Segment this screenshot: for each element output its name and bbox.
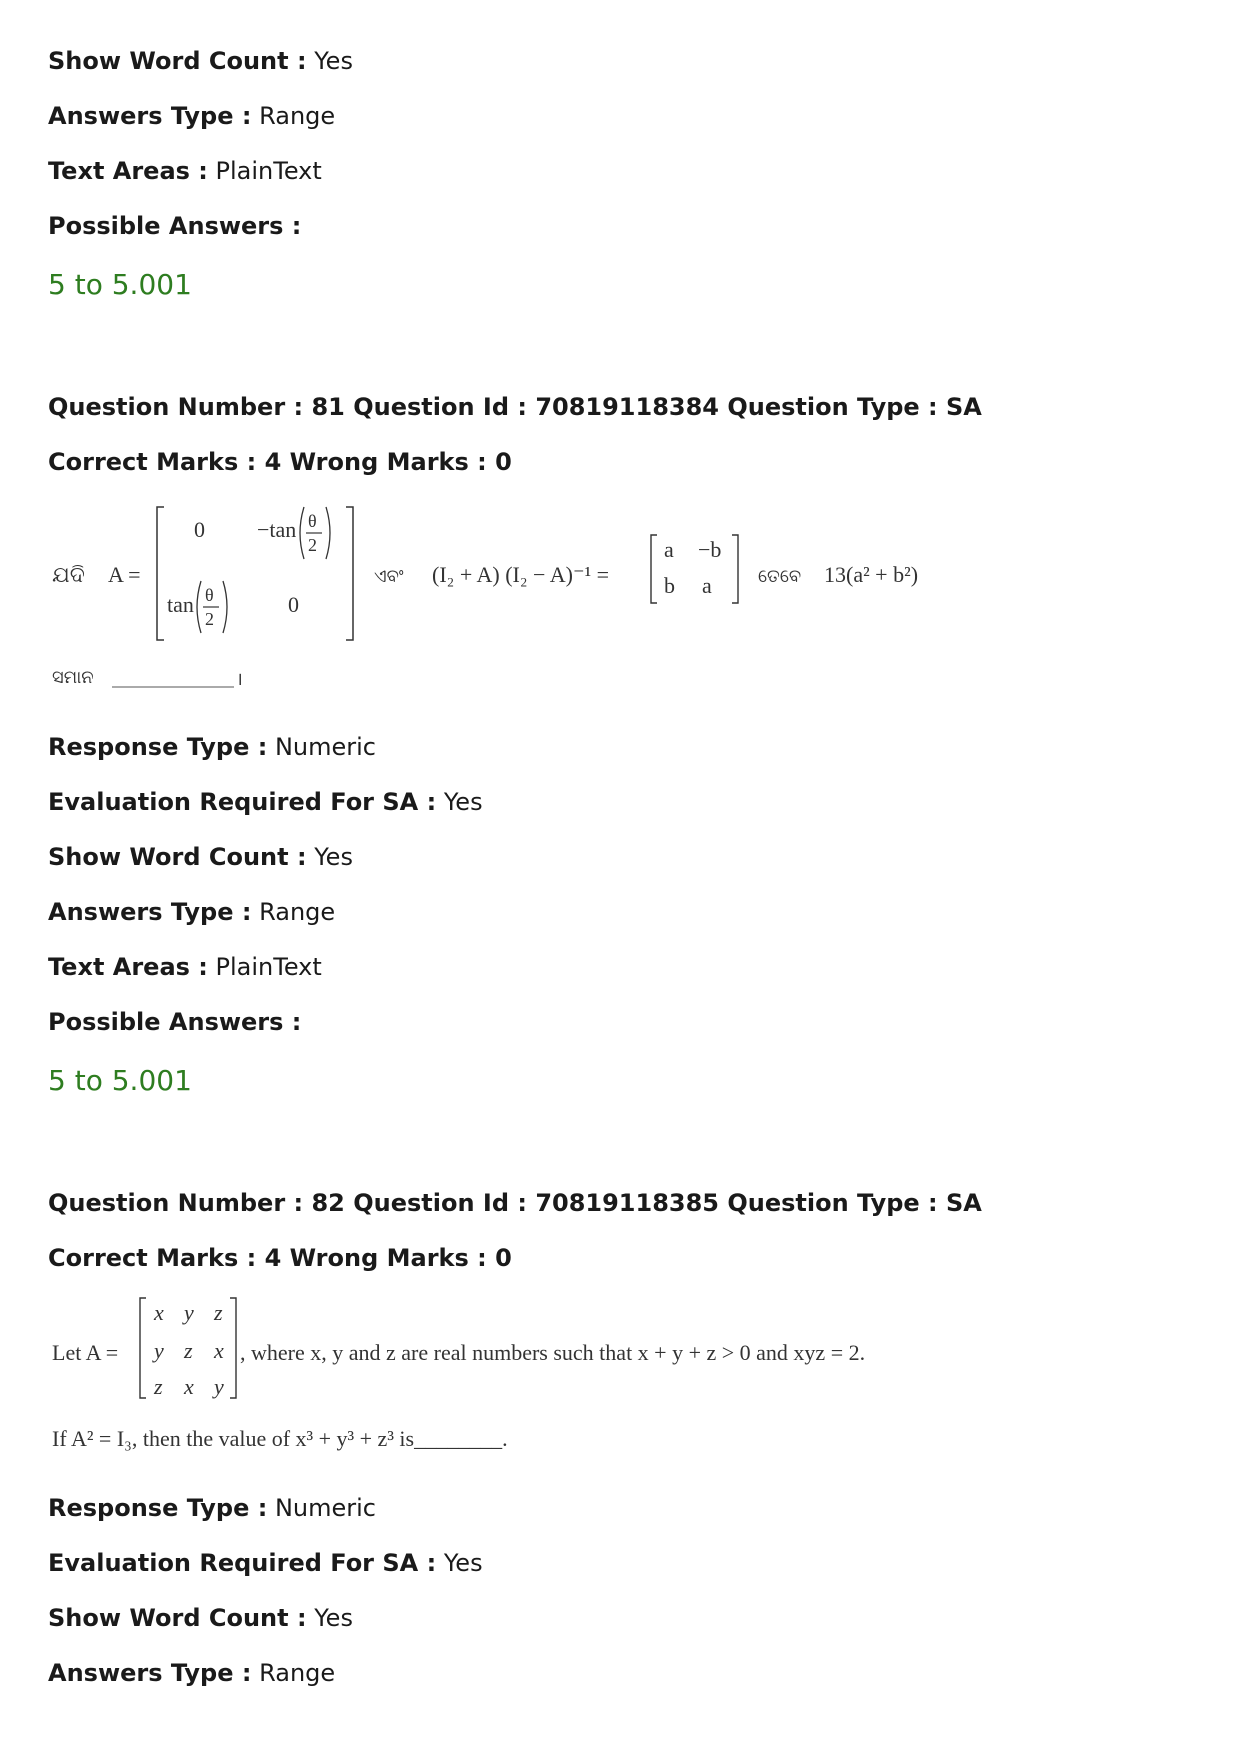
svg-text:−b: −b <box>698 537 722 562</box>
question-marks: Correct Marks : 4 Wrong Marks : 0 <box>48 448 512 476</box>
svg-text:, where x, y and z are real nu: , where x, y and z are real numbers such that x + y + z > 0 and xyz = 2. <box>240 1340 866 1365</box>
svg-text:ଏବଂ: ଏବଂ <box>374 566 404 586</box>
svg-text:(I₂ + A) (I₂ − A)⁻¹ =: (I₂ + A) (I₂ − A)⁻¹ = <box>432 562 610 587</box>
evaluation-required-row: Evaluation Required For SA : Yes <box>48 1549 483 1577</box>
svg-text:tan: tan <box>167 592 194 617</box>
svg-text:x: x <box>154 1300 164 1325</box>
question-81-math-image <box>40 495 970 695</box>
response-type-row: Response Type : Numeric <box>48 733 376 761</box>
answers-type-row <box>48 101 335 131</box>
odia-if-text: ଯଦି <box>52 562 85 587</box>
question-marks: Correct Marks : 4 Wrong Marks : 0 <box>48 1244 512 1272</box>
field-value: Yes <box>314 47 353 75</box>
show-word-count-row: Show Word Count : Yes <box>48 843 353 871</box>
text-areas-row <box>48 156 322 186</box>
svg-text:2: 2 <box>205 609 214 629</box>
show-word-count-row <box>48 46 353 76</box>
svg-text:x: x <box>184 1374 194 1399</box>
svg-text:z: z <box>154 1374 163 1399</box>
possible-answer-value: 5 to 5.001 <box>48 1064 192 1097</box>
svg-text:13(a² + b²): 13(a² + b²) <box>824 562 919 587</box>
field-label: Answers Type : <box>48 102 252 130</box>
svg-text:y: y <box>184 1300 194 1325</box>
possible-answers-row <box>48 211 301 241</box>
svg-text:ସମାନ: ସମାନ <box>52 667 94 687</box>
possible-answer-value: 5 to 5.001 <box>48 268 192 301</box>
question-header: Question Number : 81 Question Id : 70819118384 Question Type : SA <box>48 393 982 421</box>
answers-type-row: Answers Type : Range <box>48 1659 336 1687</box>
svg-text:θ: θ <box>308 511 317 531</box>
field-label: Show Word Count : <box>48 47 307 75</box>
field-label: Possible Answers : <box>48 212 302 240</box>
svg-text:x: x <box>214 1338 224 1363</box>
svg-text:a: a <box>702 573 712 598</box>
svg-text:If A² = I₃, then the value of: If A² = I₃, then the value of x³ + y³ + z³ is________. <box>52 1426 508 1451</box>
svg-text:2: 2 <box>308 535 317 555</box>
svg-text:ତେବେ: ତେବେ <box>758 566 802 586</box>
response-type-row: Response Type : Numeric <box>48 1494 376 1522</box>
question-header: Question Number : 82 Question Id : 70819118385 Question Type : SA <box>48 1189 982 1217</box>
svg-text:a: a <box>664 537 674 562</box>
svg-text:θ: θ <box>205 585 214 605</box>
possible-answers-row: Possible Answers : <box>48 1008 302 1036</box>
text-areas-row: Text Areas : PlainText <box>48 953 322 981</box>
answers-type-row: Answers Type : Range <box>48 898 336 926</box>
svg-text:y: y <box>154 1338 164 1363</box>
svg-text:b: b <box>664 573 675 598</box>
field-label: Text Areas : <box>48 157 208 185</box>
matrix-label: A = <box>108 562 141 587</box>
svg-text:z: z <box>184 1338 193 1363</box>
svg-text:−tan: −tan <box>257 517 297 542</box>
field-value: PlainText <box>215 157 322 185</box>
field-value: Range <box>259 102 336 130</box>
svg-text:0: 0 <box>288 592 299 617</box>
question-82-math-image <box>40 1290 970 1460</box>
svg-text:0: 0 <box>194 517 205 542</box>
evaluation-required-row: Evaluation Required For SA : Yes <box>48 788 483 816</box>
svg-text:Let A =: Let A = <box>52 1340 119 1365</box>
svg-text:z: z <box>214 1300 223 1325</box>
show-word-count-row: Show Word Count : Yes <box>48 1604 353 1632</box>
svg-text:y: y <box>214 1374 224 1399</box>
svg-text:।: । <box>236 669 243 689</box>
